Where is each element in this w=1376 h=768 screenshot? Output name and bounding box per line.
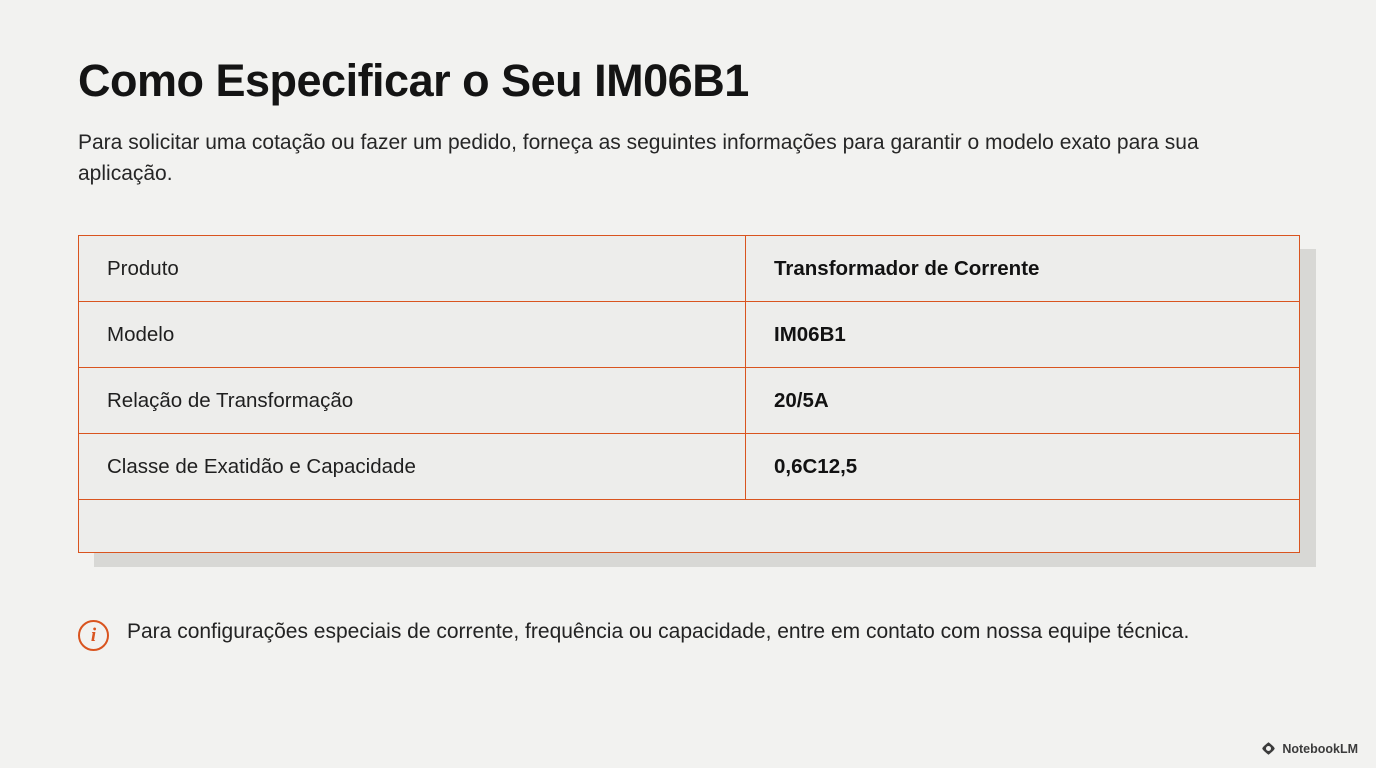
spec-table-wrapper [78, 235, 1300, 553]
page-subtitle: Para solicitar uma cotação ou fazer um pedido, forneça as seguintes informações para garantir o modelo exato para sua aplicação. [78, 131, 1199, 185]
note-callout [78, 617, 1288, 651]
spec-value: 20/5A [746, 368, 1300, 434]
info-icon: i [78, 620, 109, 651]
table-row [79, 368, 1300, 434]
notebooklm-logo-icon [1261, 741, 1276, 756]
table-row-empty [79, 500, 1300, 553]
spec-label: Classe de Exatidão e Capacidade [79, 434, 746, 500]
spec-value: 0,6C12,5 [746, 434, 1300, 500]
table-row [79, 236, 1300, 302]
spec-value: IM06B1 [746, 302, 1300, 368]
table-row [79, 434, 1300, 500]
spec-value: Transformador de Corrente [746, 236, 1300, 302]
empty-cell [79, 500, 1300, 553]
notebooklm-label: NotebookLM [1282, 741, 1358, 756]
spec-label: Relação de Transformação [79, 368, 746, 434]
spec-label: Produto [79, 236, 746, 302]
notebooklm-brand [1261, 741, 1358, 756]
page-title: Como Especificar o Seu IM06B1 [78, 55, 749, 106]
table-row [79, 302, 1300, 368]
note-text: Para configurações especiais de corrente, frequência ou capacidade, entre em contato com nossa equipe técnica. [127, 620, 1190, 644]
spec-table [78, 235, 1300, 553]
spec-label: Modelo [79, 302, 746, 368]
